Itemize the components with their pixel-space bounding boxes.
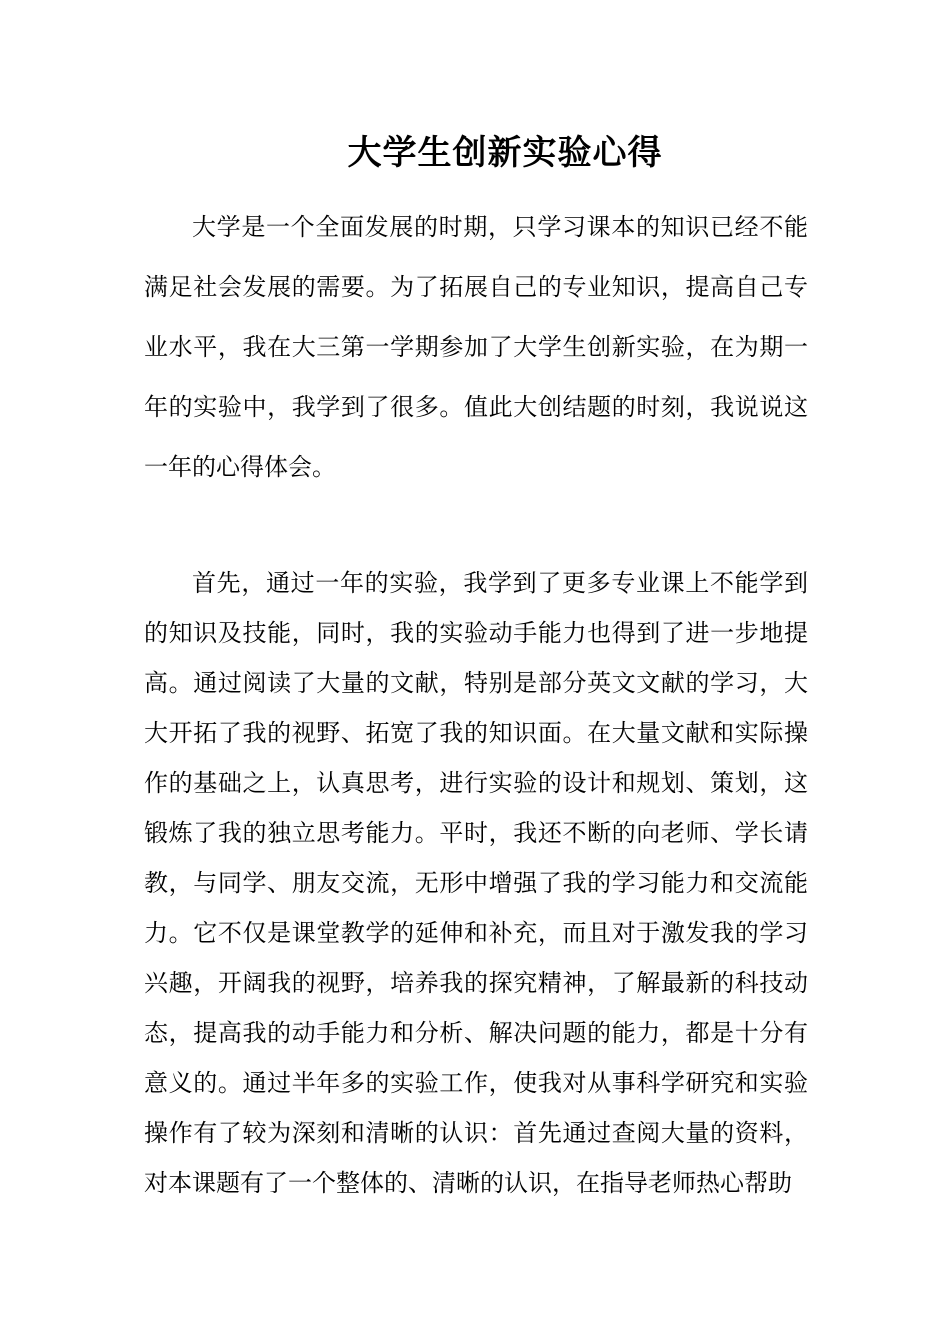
paragraph-body: 首先，通过一年的实验，我学到了更多专业课上不能学到的知识及技能，同时，我的实验动手能力也得到了进一步地提高。通过阅读了大量的文献，特别是部分英文文献的学习，大大开拓了我的视野、拓宽了我的知识面。在大量文献和实际操作的基础之上，认真思考，进行实验的设计和规划、策划，这锻炼了我的独立思考能力。平时，我还不断的向老师、学长请教，与同学、朋友交流，无形中增强了我的学习能力和交流能力。它不仅是课堂教学的延伸和补充，而且对于激发我的学习兴趣，开阔我的视野，培养我的探究精神，了解最新的科技动态，提高我的动手能力和分析、解决问题的能力，都是十分有意义的。通过半年多的实验工作，使我对从事科学研究和实验操作有了较为深刻和清晰的认识：首先通过查阅大量的资料，对本课题有了一个整体的、清晰的认识，在指导老师热心帮助 — [144, 569, 808, 1197]
document-title: 大学生创新实验心得 — [347, 133, 663, 173]
paragraph-intro: 大学是一个全面发展的时期，只学习课本的知识已经不能满足社会发展的需要。为了拓展自己的专业知识，提高自己专业水平，我在大三第一学期参加了大学生创新实验，在为期一年的实验中，我学到了很多。值此大创结题的时刻，我说说这一年的心得体会。 — [144, 213, 808, 481]
